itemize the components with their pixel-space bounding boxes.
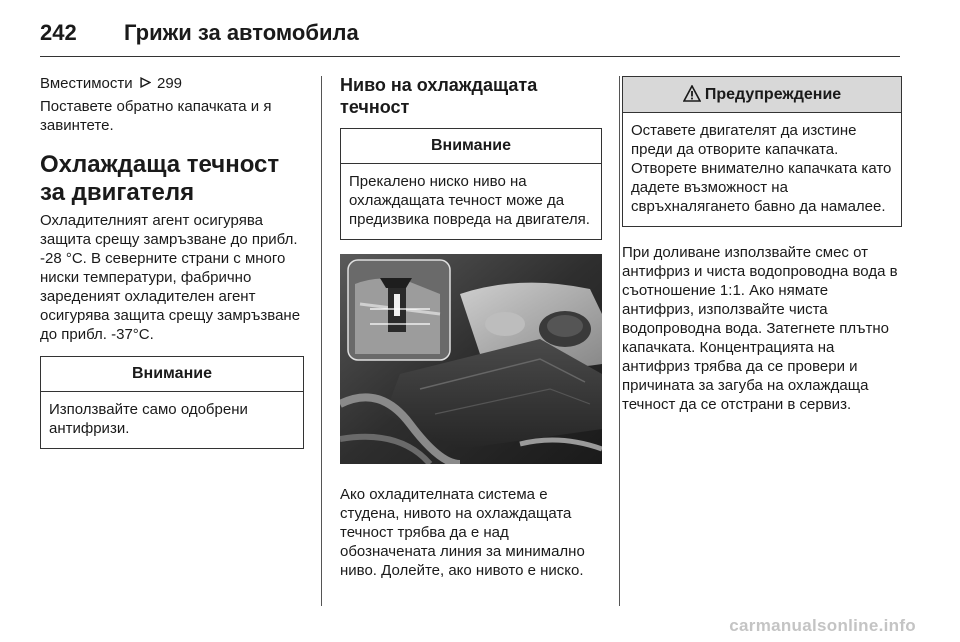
topping-up-text: При доливане използвайте смес от антифриз и чиста водопроводна вода в съотношение 1:1. Ако нямате антифриз, използвайте чиста водопроводна вода. Затегнете плътно капачката. Концентрацията на антифриз трябва да се провери и причината за загуба на охлаждаща течност да се отстрани в сервиз. — [622, 244, 898, 413]
page-header — [40, 12, 900, 57]
notice-body: Използвайте само одобрени антифризи. — [49, 401, 248, 437]
column-2 — [340, 74, 602, 580]
notice-box-antifreeze — [40, 356, 304, 449]
engine-coolant-reservoir-photo — [340, 254, 602, 464]
notice-title: Внимание — [41, 357, 303, 392]
warning-title: Предупреждение — [704, 86, 842, 103]
refit-cap-text: Поставете обратно капачката и я завинтете. — [40, 98, 272, 134]
notice-title: Внимание — [341, 129, 601, 164]
page-number: 242 — [40, 20, 77, 45]
watermark: carmanualsonline.info — [729, 616, 916, 635]
section-title-coolant: Охлаждаща течност за двигателя — [40, 151, 280, 206]
triangle-reference-icon — [140, 77, 151, 88]
coolant-level-text: Ако охладителната система е студена, нивото на охлаждащата течност трябва да е над обозначената линия за минимално ниво. Долейте, ако нивото е ниско. — [340, 486, 585, 579]
section-title-coolant-level: Ниво на охлаждащата течност — [340, 75, 538, 117]
warning-title-row — [623, 77, 901, 113]
column-3 — [622, 74, 902, 414]
column-1 — [40, 74, 304, 449]
column-divider-1 — [321, 76, 322, 606]
warning-body: Оставете двигателят да изстине преди да отворите капачката. Отворете внимателно капачката като дадете възможност на свръхналягането бавно да намалее. — [631, 122, 892, 215]
notice-body: Прекалено ниско ниво на охлаждащата течност може да предизвика повреда на двигателя. — [349, 173, 590, 228]
warning-triangle-icon — [683, 85, 701, 102]
capacity-label: Вместимости — [40, 75, 133, 92]
column-divider-2 — [619, 76, 620, 606]
coolant-body-text: Охладителният агент осигурява защита срещу замръзване до прибл. -28 °C. В северните страни с много ниски температури, фабрично зареденият охладителен агент осигурява защита срещу замръзване до прибл. -37°C. — [40, 212, 301, 343]
capacity-reference — [40, 74, 304, 93]
warning-box — [622, 76, 902, 227]
notice-box-low-level — [340, 128, 602, 240]
capacity-page-link[interactable]: 299 — [157, 75, 183, 92]
page-title: Грижи за автомобила — [124, 20, 359, 45]
